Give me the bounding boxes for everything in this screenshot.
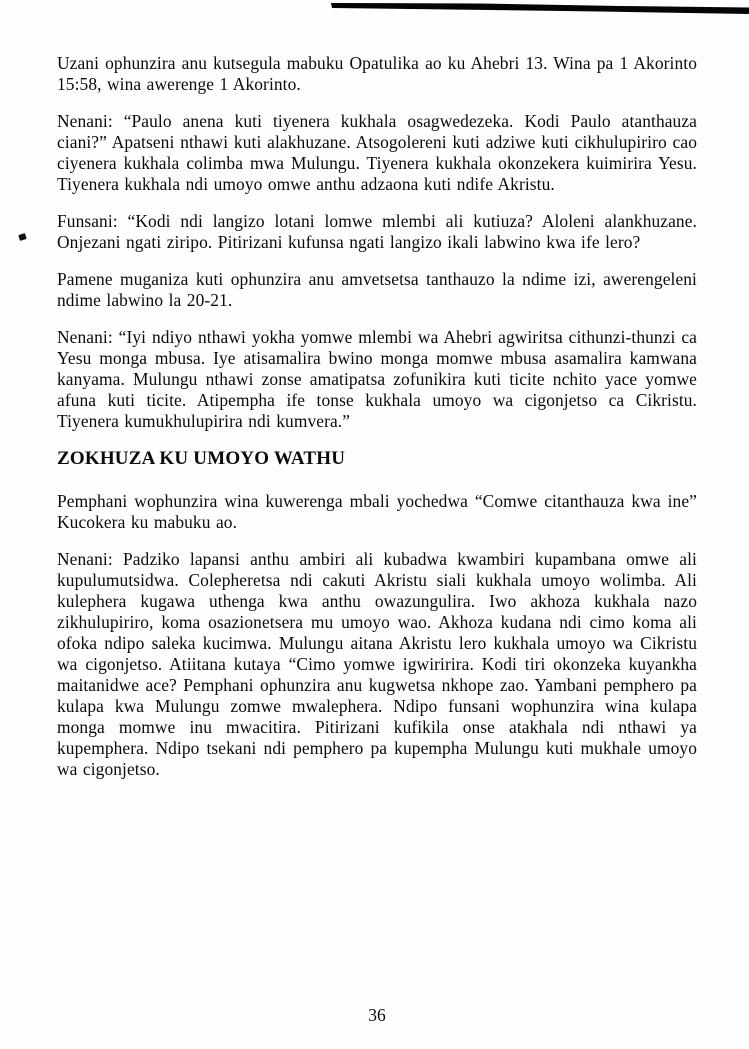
section-heading: ZOKHUZA KU UMOYO WATHU [57,448,346,469]
body-paragraph: Nenani: “Iyi ndiyo nthawi yokha yomwe mlembi wa Ahebri agwiritsa cithunzi-thunzi ca Yesu monga mbusa. Iye atisamalira bwino monga momwe mbusa asamalira kamwana kanyama. Mulungu nthawi zonse amatipatsa zofunikira kuti ticite nchito yace yomwe afuna kuti ticite. Atipempha ife tonse kukhala umoyo wa cigonjetso ca Cikristu. Tiyenera kumukhulupirira ndi kumvera.” [57,327,697,431]
body-paragraph: Funsani: “Kodi ndi langizo lotani lomwe mlembi ali kutiuza? Aloleni alankhuzane. Onjezani ngati ziripo. Pitirizani kufunsa ngati langizo ikali labwino kwa ife lero? [57,211,697,252]
scan-artifact-ink-speck [18,233,27,241]
body-paragraph: Pemphani wophunzira wina kuwerenga mbali yochedwa “Comwe citanthauza kwa ine” Kucokera ku mabuku ao. [57,491,697,532]
body-paragraph: Nenani: “Paulo anena kuti tiyenera kukhala osagwedezeka. Kodi Paulo atanthauza ciani?” Apatseni nthawi kuti alakhuzane. Atsogolereni kuti adziwe kuti cikhulupiriro cao ciyenera kukhala colimba mwa Mulungu. Tiyenera kukhala okonzekera kuimirira Yesu. Tiyenera kukhala ndi umoyo omwe anthu adzaona kuti ndife Akristu. [57,111,697,194]
scan-artifact-top-bar [0,0,749,20]
text-column [57,53,697,796]
page-number: 36 [368,1005,386,1025]
body-paragraph: Nenani: Padziko lapansi anthu ambiri ali kubadwa kwambiri kupambana omwe ali kupulumutsidwa. Colepheretsa ndi cakuti Akristu siali kukhala umoyo wolimba. Ali kulephera kugawa uthenga kwa anthu owazungulira. Iwo akhoza kukhala nazo zikhulupiriro, koma osazionetsera mu umoyo wao. Akhoza kudana ndi cimo koma ali ofoka ndipo saleka kucimwa. Mulungu aitana Akristu lero kukhala umoyo wa Cikristu wa cigonjetso. Atiitana kutaya “Cimo yomwe igwiririra. Kodi tiri okonzeka kuyankha maitanidwe ace? Pemphani ophunzira anu kugwetsa nkhope zao. Yambani pemphero pa kulapa kwa Mulungu zomwe mwalephera. Ndipo funsani wophunzira wina kulapa monga momwe inu mwacitira. Pitirizani kufikila onse atakhala ndi nthawi ya kupemphera. Ndipo tsekani ndi pemphero pa kupempha Mulungu kuti mukhale umoyo wa cigonjetso. [57,549,697,779]
body-paragraph: Pamene muganiza kuti ophunzira anu amvetsetsa tanthauzo la ndime izi, awerengeleni ndime labwino la 20-21. [57,269,697,310]
body-paragraph: Uzani ophunzira anu kutsegula mabuku Opatulika ao ku Ahebri 13. Wina pa 1 Akorinto 15:58, wina awerenge 1 Akorinto. [57,53,697,94]
